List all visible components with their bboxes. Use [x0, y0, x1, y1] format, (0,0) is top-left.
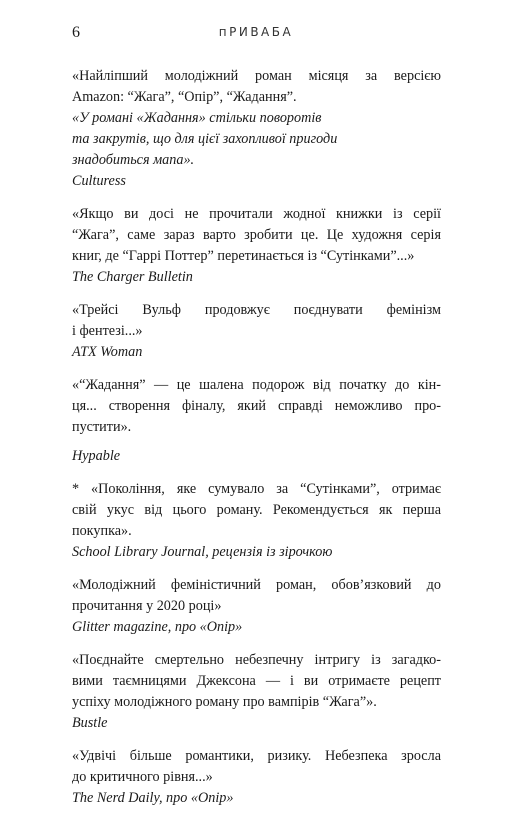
- blurb-line: «Найліпший молодіжний роман місяця за версією: [72, 68, 441, 84]
- blurb-text: [72, 746, 441, 788]
- blurb-text: [72, 204, 441, 267]
- blurb-line: свій укус від цього роману. Рекомендується як перша: [72, 502, 441, 518]
- blurb-source: Culturess: [72, 173, 126, 189]
- blurb-line: «“Жадання” — це шалена подорож від початку до кін-: [72, 377, 441, 393]
- blurb-line: успіху молодіжного роману про вампірів “Жага”».: [72, 694, 377, 710]
- page-header: [72, 24, 440, 46]
- blurb-text: [72, 66, 441, 108]
- blurb-source: ATX Woman: [72, 344, 143, 360]
- blurbs-list: [72, 66, 441, 821]
- blurb-text: [72, 479, 441, 542]
- blurb-line: Amazon: “Жага”, “Опір”, “Жадання”.: [72, 89, 297, 105]
- blurb-italic-quote: [72, 108, 441, 171]
- blurb-text: [72, 575, 441, 617]
- page-number: 6: [72, 24, 80, 41]
- blurb-source: Bustle: [72, 715, 108, 731]
- blurb: [72, 650, 441, 734]
- blurb-line: до критичного рівня...»: [72, 769, 213, 785]
- blurb: [72, 575, 441, 638]
- blurb-text: [72, 650, 441, 713]
- blurb-source: Hypable: [72, 448, 121, 464]
- blurb-line: * «Покоління, яке сумувало за “Сутінками”, отримає: [72, 481, 441, 497]
- blurb-line: «Поєднайте смертельно небезпечну інтригу із загадко-: [72, 652, 441, 668]
- blurb-line: покупка».: [72, 523, 132, 539]
- blurb-line: і фентезі...»: [72, 323, 143, 339]
- blurb-line: вими таємницями Джексона — і ви отримаєте рецепт: [72, 673, 441, 689]
- blurb-line: ця... створення фіналу, який справді неможливо про-: [72, 398, 441, 414]
- blurb-source: The Charger Bulletin: [72, 269, 193, 285]
- blurb-source: The Nerd Daily, про «Опір»: [72, 790, 234, 806]
- blurb: [72, 204, 441, 288]
- blurb-line: “Жага”, саме зараз варто зробити це. Це художня серія: [72, 227, 441, 243]
- blurb-line: книг, де “Гаррі Поттер” перетинається із “Сутінками”...»: [72, 248, 415, 264]
- blurb-line: прочитання у 2020 році»: [72, 598, 222, 614]
- blurb-line: «Якщо ви досі не прочитали жодної книжки із серії: [72, 206, 441, 222]
- blurb-line: «Трейсі Вульф продовжує поєднувати фемінізм: [72, 302, 441, 318]
- blurb-source: Glitter magazine, про «Опір»: [72, 619, 243, 635]
- blurb-line: «Молодіжний феміністичний роман, обов’язковий до: [72, 577, 441, 593]
- blurb-text: [72, 375, 441, 438]
- blurb-line: знадобиться мапа».: [72, 152, 195, 168]
- blurb-line: та закрутів, що для цієї захопливої пригоди: [72, 131, 338, 147]
- blurb: [72, 66, 441, 192]
- blurb-line: пустити».: [72, 419, 132, 435]
- blurb-text: [72, 300, 441, 342]
- blurb-line: «У романі «Жадання» стільки поворотів: [72, 110, 322, 126]
- blurb: [72, 375, 441, 467]
- blurb: [72, 479, 441, 563]
- running-title: пРИВАБА: [218, 25, 294, 39]
- blurb-source: School Library Journal, рецензія із зірочкою: [72, 544, 333, 560]
- blurb: [72, 300, 441, 363]
- blurb-line: «Удвічі більше романтики, ризику. Небезпека зросла: [72, 748, 441, 764]
